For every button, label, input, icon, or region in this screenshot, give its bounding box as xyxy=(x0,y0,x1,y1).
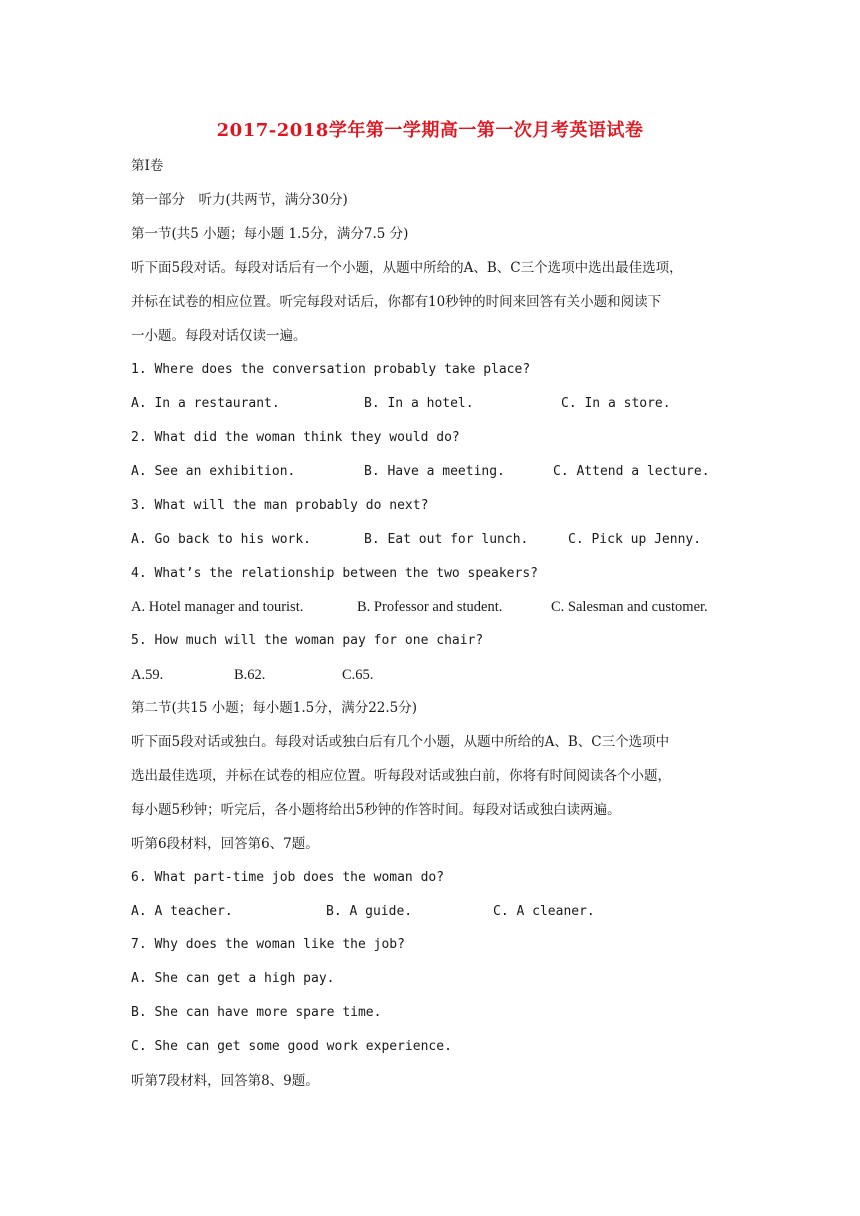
option-a: A. In a restaurant. xyxy=(131,396,280,411)
option-b: B. A guide. xyxy=(326,904,413,919)
question-2: 2. What did the woman think they would do? xyxy=(131,430,460,445)
option-b: B. In a hotel. xyxy=(364,396,474,411)
option-c: C. In a store. xyxy=(561,396,671,411)
option-a: A. A teacher. xyxy=(131,904,233,919)
question-4: 4. What’s the relationship between the two speakers? xyxy=(131,566,538,581)
section2-instruction-line: 选出最佳选项，并标在试卷的相应位置。听每段对话或独白前，你将有时间阅读各个小题， xyxy=(131,768,671,784)
question-7: 7. Why does the woman like the job? xyxy=(131,937,405,952)
question-3: 3. What will the man probably do next? xyxy=(131,498,429,513)
option-c: C. Salesman and customer. xyxy=(551,599,708,615)
question-7-option-c: C. She can get some good work experience. xyxy=(131,1039,452,1054)
option-b: B.62. xyxy=(234,667,266,683)
question-6: 6. What part-time job does the woman do? xyxy=(131,870,445,885)
option-a: A.59. xyxy=(131,667,164,683)
section1-instruction-line: 听下面5段对话。每段对话后有一个小题，从题中所给的A、B、C三个选项中选出最佳选项， xyxy=(131,260,683,276)
question-7-option-a: A. She can get a high pay. xyxy=(131,971,335,986)
option-c: C.65. xyxy=(342,667,374,683)
option-c: C. A cleaner. xyxy=(493,904,595,919)
option-b: B. Have a meeting. xyxy=(364,464,505,479)
section2-instruction-line: 每小题5秒钟；听完后，各小题将给出5秒钟的作答时间。每段对话或独白读两遍。 xyxy=(131,802,621,818)
option-a: A. See an exhibition. xyxy=(131,464,296,479)
question-7-option-b: B. She can have more spare time. xyxy=(131,1005,382,1020)
question-5: 5. How much will the woman pay for one chair? xyxy=(131,633,484,648)
option-a: A. Hotel manager and tourist. xyxy=(131,599,304,615)
question-1: 1. Where does the conversation probably take place? xyxy=(131,362,531,377)
page-title: 2017-2018学年第一学期高一第一次月考英语试卷 xyxy=(216,120,644,141)
material-note: 听第6段材料，回答第6、7题。 xyxy=(131,836,319,852)
material-note: 听第7段材料，回答第8、9题。 xyxy=(131,1073,319,1089)
volume-label: 第Ⅰ卷 xyxy=(131,158,164,174)
option-b: B. Professor and student. xyxy=(357,599,503,615)
section2-heading: 第二节(共15 小题；每小题1.5分，满分22.5分) xyxy=(131,700,418,716)
section1-heading: 第一节(共5 小题；每小题 1.5分，满分7.5 分) xyxy=(131,226,409,242)
section2-instruction-line: 听下面5段对话或独白。每段对话或独白后有几个小题，从题中所给的A、B、C三个选项中 xyxy=(131,734,670,750)
option-b: B. Eat out for lunch. xyxy=(364,532,529,547)
part-heading: 第一部分 听力(共两节，满分30分) xyxy=(131,192,348,208)
option-c: C. Pick up Jenny. xyxy=(568,532,702,547)
section1-instruction-line: 并标在试卷的相应位置。听完每段对话后，你都有10秒钟的时间来回答有关小题和阅读下 xyxy=(131,294,662,310)
option-a: A. Go back to his work. xyxy=(131,532,312,547)
section1-instruction-line: 一小题。每段对话仅读一遍。 xyxy=(131,328,307,344)
option-c: C. Attend a lecture. xyxy=(553,464,710,479)
